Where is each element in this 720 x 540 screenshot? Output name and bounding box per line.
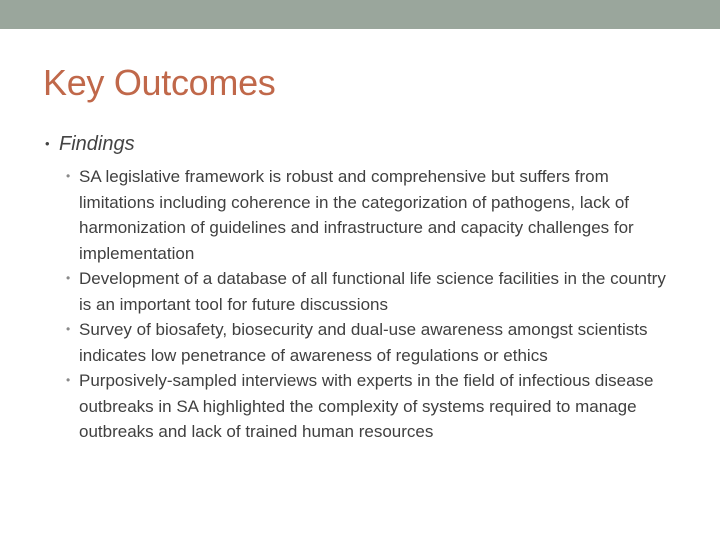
findings-bullet: [45, 132, 135, 156]
list-item: [66, 317, 666, 368]
list-item-text: Purposively-sampled interviews with experts in the field of infectious disease outbreaks in SA highlighted the complexity of systems required to manage outbreaks and lack of trained human resources: [79, 371, 654, 441]
bullet-icon: •: [66, 373, 71, 387]
list-item-text: Survey of biosafety, biosecurity and dual-use awareness amongst scientists indicates low penetrance of awareness of regulations or ethics: [79, 320, 648, 365]
list-item: [66, 368, 666, 445]
bullet-icon: •: [45, 136, 50, 151]
bullet-icon: •: [66, 169, 71, 183]
slide-title: Key Outcomes: [43, 62, 276, 103]
bullet-icon: •: [66, 322, 71, 336]
list-item: [66, 164, 666, 266]
list-item: [66, 266, 666, 317]
list-item-text: Development of a database of all functional life science facilities in the country is an important tool for future discussions: [79, 269, 666, 314]
findings-label: Findings: [59, 133, 135, 155]
findings-list: [66, 164, 666, 445]
bullet-icon: •: [66, 271, 71, 285]
top-band: [0, 0, 720, 29]
list-item-text: SA legislative framework is robust and comprehensive but suffers from limitations including coherence in the categorization of pathogens, lack of harmonization of guidelines and infrastructure and capacity challenges for implementation: [79, 167, 634, 263]
